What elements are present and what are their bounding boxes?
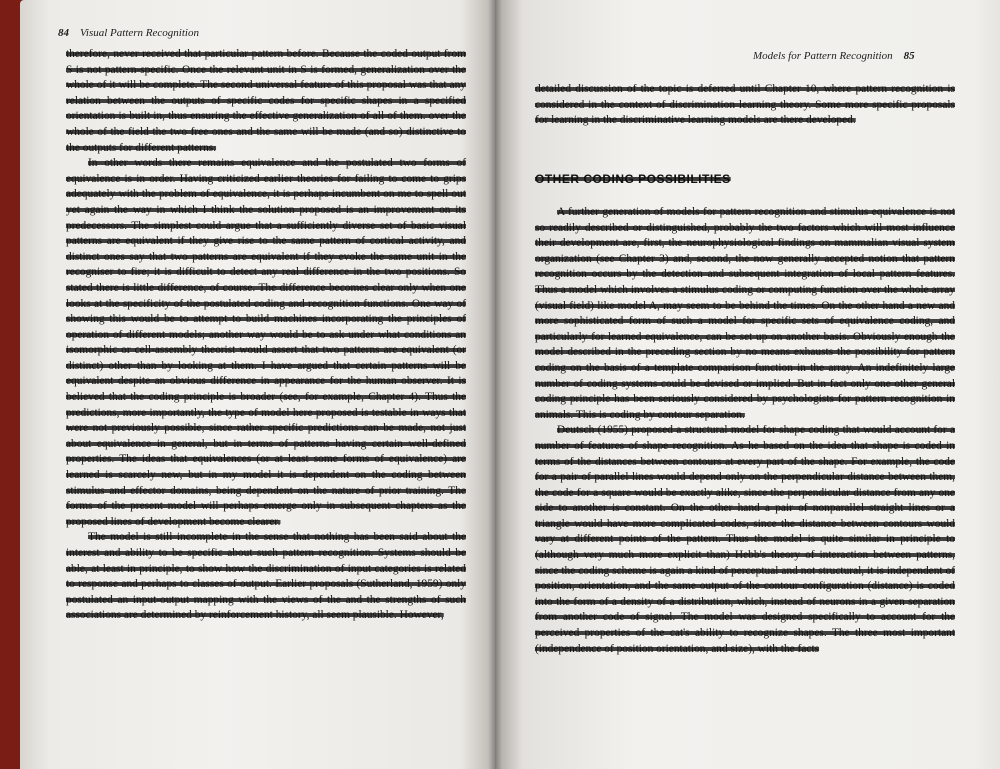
right-body-text bbox=[535, 205, 955, 657]
section-heading: OTHER CODING POSSIBILITIES bbox=[535, 172, 731, 186]
left-running-title: Visual Pattern Recognition bbox=[80, 27, 199, 39]
left-paragraph: In other words there remains equivalence and the postulated two forms of equivalence is in order. Having criticized earlier theories for failing to come to grips adequately with the problem of equivalence, it is perhaps incumbent on me to spell out yet again the way in which I think the solution proposed is an improvement on its predecessors. The simplest could argue that a sufficiently diverse set of basic visual patterns are equivalent if they give rise to the same pattern of cortical activity, and distinct ones say that two patterns are equivalent if they evoke the same unit in the recogniser to fire; it is difficult to detect any real difference in the two positions. So stated there is little difference, of course. The difference becomes clear only when one looks at the specificity of the postulated coding and recognition functions. One way of showing this would be to attempt to build machines incorporating the principles of operation of different models; another way would be to ask under what conditions an isomorphic or cell-assembly theorist would assert that two patterns are equivalent (or distinct) other than by looking at them. I have argued that certain patterns will be equivalent despite an obvious difference in appearance for the human observer. It is believed that the coding principle is broader (see, for example, Chapter 4). Thus the predictions, more importantly, the type of model here proposed is testable in ways that were not previously possible, since rather specific predictions can be made, not just about equivalence in general, but in terms of patterns having certain well-defined properties. The ideas that equivalences (or at least some forms of equivalence) are learned is scarcely new, but in my model it is dependent on the coding between stimulus and effector domains, being dependent on the nature of prior training. The forms of the present model will perhaps emerge only in subsequent chapters as the proposed lines of development become clearer. bbox=[66, 157, 466, 528]
right-paragraph: A further generation of models for pattern recognition and stimulus equivalence is not so readily described or distinguished, probably the two factors which will most influence their development are, first, the neurophysiological findings on mammalian visual system organization (see Chapter 3) and, second, the now generally accepted notion that pattern recognition occurs by the detection and subsequent integration of local pattern features. Thus a model which involves a stimulus coding or computing function over the whole array (visual field) like model A, may seem to be behind the times. On the other hand a new and more sophisticated form of such a model for specific sets of equivalence coding, and particularly for learned equivalence, can be set up on another basis. Obviously enough the model described in the preceding section by no means exhausts the possibility for pattern coding on the basis of a template comparison function in the array. An indefinitely large number of coding systems could be devised or implied. But in fact only one other general coding principle has been seriously considered by psychologists for pattern recognition in animals. This is coding by contour separation. bbox=[535, 206, 955, 421]
left-running-head bbox=[58, 27, 199, 39]
right-page bbox=[495, 0, 1000, 769]
book-gutter bbox=[488, 0, 502, 769]
right-running-head bbox=[753, 50, 915, 62]
left-paragraph: therefore, never received that particular pattern before. Because the coded output from S is not pattern-specific. Once the relevant unit in S is formed, generalization over the whole of it will be complete. The second universal feature of this proposal was that any relation between the outputs of specific codes for specific shapes in a specified orientation is built in, thus ensuring the effective generalization of all of them. over the whole of the field the two free ones and the same will be made (and so) distinctive to the outputs for different patterns. bbox=[66, 48, 466, 154]
right-intro-text bbox=[535, 82, 955, 129]
left-page bbox=[20, 0, 495, 769]
left-body-text bbox=[66, 47, 466, 624]
right-paragraph: Deutsch (1955) proposed a structural model for shape coding that would account for a number of features of shape recognition. As he based on the idea that shape is coded in terms of the distances between contours at every part of the shape. For example, the code for a pair of parallel lines would depend only on the perpendicular distance between them, the code for a square would be exactly alike, since the perpendicular distance from any one side to another is constant. On the other hand a pair of nonparallel straight lines or a triangle would have more complicated codes, since the distance between contours would vary at different points of the pattern. Thus the model is quite similar in principle to (although very much more explicit than) Hebb's theory of interaction between patterns, since the coding scheme is again a kind of perceptual and not structural, it is independent of position, orientation, and the same output of the contour configuration (distance) is coded into the form of a density of a distribution, which, instead of neurons in a given separation from another code of signal. The model was designed specifically to account for the perceived properties of the cat's ability to recognize shapes. The three most important (independence of position orientation, and size), with the facts bbox=[535, 424, 955, 655]
right-paragraph: detailed discussion of the topic is deferred until Chapter 10, where pattern recognition is considered in the context of discrimination learning theory. Some more specific proposals for learning in the discriminative learning models are there developed. bbox=[535, 83, 955, 127]
left-paragraph: The model is still incomplete in the sense that nothing has been said about the interest and ability to be specific about such pattern recognition. Systems should be able, at least in principle, to show how the discrimination of input categories is related to response and perhaps to classes of output. Earlier proposals (Sutherland, 1959) only postulated an input-output mapping with the views of the and the strengths of such associations are determined by reinforcement history, all seem plausible. However, bbox=[66, 531, 466, 622]
right-page-number: 85 bbox=[903, 50, 915, 62]
right-running-title: Models for Pattern Recognition bbox=[753, 50, 893, 62]
left-page-number: 84 bbox=[58, 27, 69, 39]
